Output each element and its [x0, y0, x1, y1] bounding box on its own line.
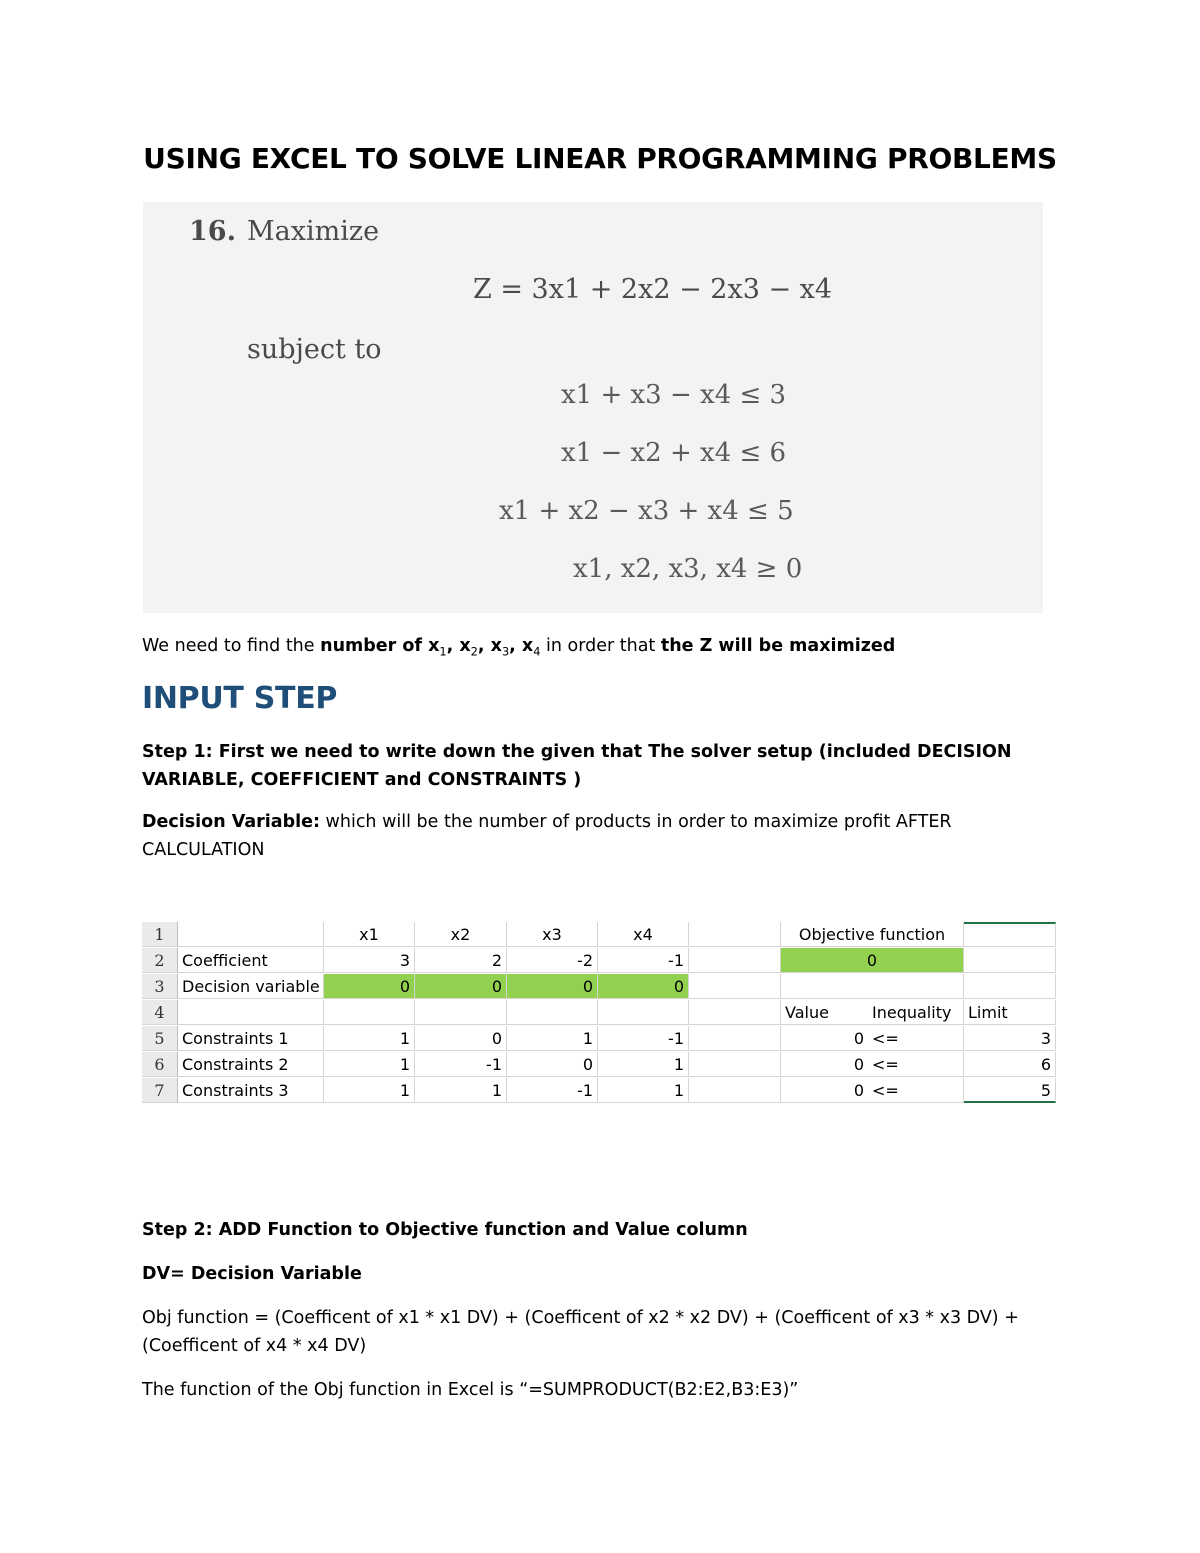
coefficient-label: Coefficient: [178, 948, 324, 973]
sheet-row-7: [142, 1078, 1056, 1104]
decision-x4: 0: [598, 974, 689, 999]
decision-x1: 0: [324, 974, 415, 999]
header-objective-function: Objective function: [781, 922, 964, 947]
dv-definition-text: DV= Decision Variable: [142, 1264, 362, 1284]
header-x1: x1: [324, 922, 415, 947]
sheet-row-6: [142, 1052, 1056, 1078]
constraint-coef: -1: [598, 1026, 689, 1051]
intro-text-2: in order that: [540, 636, 661, 656]
constraint-value: 0: [781, 1052, 868, 1077]
sheet-row-4: [142, 1000, 1056, 1026]
cell-f3: [689, 974, 781, 999]
solver-spreadsheet: [142, 922, 1056, 1111]
cell-f4: [689, 1000, 781, 1025]
dv-definition: [142, 1260, 1072, 1288]
decision-x3: 0: [507, 974, 598, 999]
constraint-limit: 3: [964, 1026, 1056, 1051]
page-title: USING EXCEL TO SOLVE LINEAR PROGRAMMING PROBLEMS: [143, 142, 1057, 175]
constraint-coef: 1: [598, 1052, 689, 1077]
row-number: 6: [142, 1052, 178, 1077]
problem-number: 16.: [189, 216, 236, 247]
constraint-limit: 5: [964, 1078, 1056, 1103]
constraint-equation-1: x1 + x3 − x4 ≤ 3: [561, 380, 787, 410]
constraint-label: Constraints 2: [178, 1052, 324, 1077]
decision-variable-row-label: Decision variable: [178, 974, 324, 999]
intro-bold-2: the Z will be maximized: [660, 636, 896, 656]
constraint-coef: 1: [507, 1026, 598, 1051]
objective-equation: Z = 3x1 + 2x2 − 2x3 − x4: [473, 274, 833, 305]
cell-g3: [781, 974, 964, 999]
constraint-inequality: <=: [868, 1052, 964, 1077]
cell-f6: [689, 1052, 781, 1077]
limit-header: Limit: [964, 1000, 1056, 1025]
cell-i1: [964, 922, 1056, 947]
obj-function-formula: Obj function = (Coefficent of x1 * x1 DV) + (Coefficent of x2 * x2 DV) + (Coefficent of x3 * x3 DV) + (Coefficent of x4 * x4 DV): [142, 1308, 1019, 1356]
row-number: 3: [142, 974, 178, 999]
cell-a4: [178, 1000, 324, 1025]
constraint-inequality: <=: [868, 1078, 964, 1103]
decision-variable-text: which will be the number of products in order to maximize profit AFTER CALCULATION: [142, 812, 952, 860]
constraint-label: Constraints 3: [178, 1078, 324, 1103]
cell-a1: [178, 922, 324, 947]
coefficient-x2: 2: [415, 948, 507, 973]
cell-f1: [689, 922, 781, 947]
value-header: Value: [781, 1000, 868, 1025]
constraint-coef: 1: [324, 1052, 415, 1077]
cell-i3: [964, 974, 1056, 999]
cell-f2: [689, 948, 781, 973]
sheet-row-3: [142, 974, 1056, 1000]
intro-paragraph: We need to find the number of $x_1$, $x_2$, $x_3$, $x_4$ in order that the Z will be maximized: [142, 636, 896, 659]
cell-i2: [964, 948, 1056, 973]
constraint-coef: 1: [598, 1078, 689, 1103]
input-step-heading: INPUT STEP: [142, 681, 338, 716]
header-x2: x2: [415, 922, 507, 947]
cell-d4: [507, 1000, 598, 1025]
constraint-coef: 0: [507, 1052, 598, 1077]
constraint-coef: -1: [415, 1052, 507, 1077]
constraint-coef: 0: [415, 1026, 507, 1051]
sheet-row-5: [142, 1026, 1056, 1052]
coefficient-x4: -1: [598, 948, 689, 973]
cell-c4: [415, 1000, 507, 1025]
objective-function-value: 0: [781, 948, 964, 973]
constraint-value: 0: [781, 1026, 868, 1051]
decision-variable-paragraph: [142, 808, 1072, 864]
constraint-inequality: <=: [868, 1026, 964, 1051]
cell-b4: [324, 1000, 415, 1025]
constraint-label: Constraints 1: [178, 1026, 324, 1051]
step2-heading-text: Step 2: ADD Function to Objective function and Value column: [142, 1220, 748, 1240]
sheet-row-1: [142, 922, 1056, 948]
nonnegativity-constraint: x1, x2, x3, x4 ≥ 0: [573, 554, 803, 584]
inequality-header: Inequality: [868, 1000, 964, 1025]
decision-x2: 0: [415, 974, 507, 999]
step2-heading: [142, 1216, 1072, 1244]
constraint-equation-3: x1 + x2 − x3 + x4 ≤ 5: [499, 496, 794, 526]
cell-f5: [689, 1026, 781, 1051]
step1-paragraph: [142, 738, 1072, 794]
intro-text-1: We need to find the: [142, 636, 321, 656]
constraint-coef: 1: [324, 1078, 415, 1103]
row-number: 1: [142, 922, 178, 947]
constraint-coef: 1: [415, 1078, 507, 1103]
header-x3: x3: [507, 922, 598, 947]
step1-text: Step 1: First we need to write down the given that The solver setup (included DECISION VARIABLE, COEFFICIENT and CONSTRAINTS ): [142, 742, 1012, 790]
constraint-value: 0: [781, 1078, 868, 1103]
problem-verb: Maximize: [247, 216, 380, 247]
header-x4: x4: [598, 922, 689, 947]
row-number: 2: [142, 948, 178, 973]
cell-e4: [598, 1000, 689, 1025]
cell-f7: [689, 1078, 781, 1103]
constraint-equation-2: x1 − x2 + x4 ≤ 6: [561, 438, 787, 468]
row-number: 7: [142, 1078, 178, 1103]
intro-bold-1: number of x: [320, 636, 440, 656]
constraint-limit: 6: [964, 1052, 1056, 1077]
excel-function-text: The function of the Obj function in Excel is “=SUMPRODUCT(B2:E2,B3:E3)”: [142, 1380, 799, 1400]
sheet-row-2: [142, 948, 1056, 974]
row-number: 4: [142, 1000, 178, 1025]
row-number: 5: [142, 1026, 178, 1051]
decision-variable-label: Decision Variable:: [142, 812, 320, 832]
coefficient-x3: -2: [507, 948, 598, 973]
coefficient-x1: 3: [324, 948, 415, 973]
subject-to-label: subject to: [247, 334, 382, 365]
constraint-coef: -1: [507, 1078, 598, 1103]
constraint-coef: 1: [324, 1026, 415, 1051]
problem-image: [143, 202, 1043, 613]
